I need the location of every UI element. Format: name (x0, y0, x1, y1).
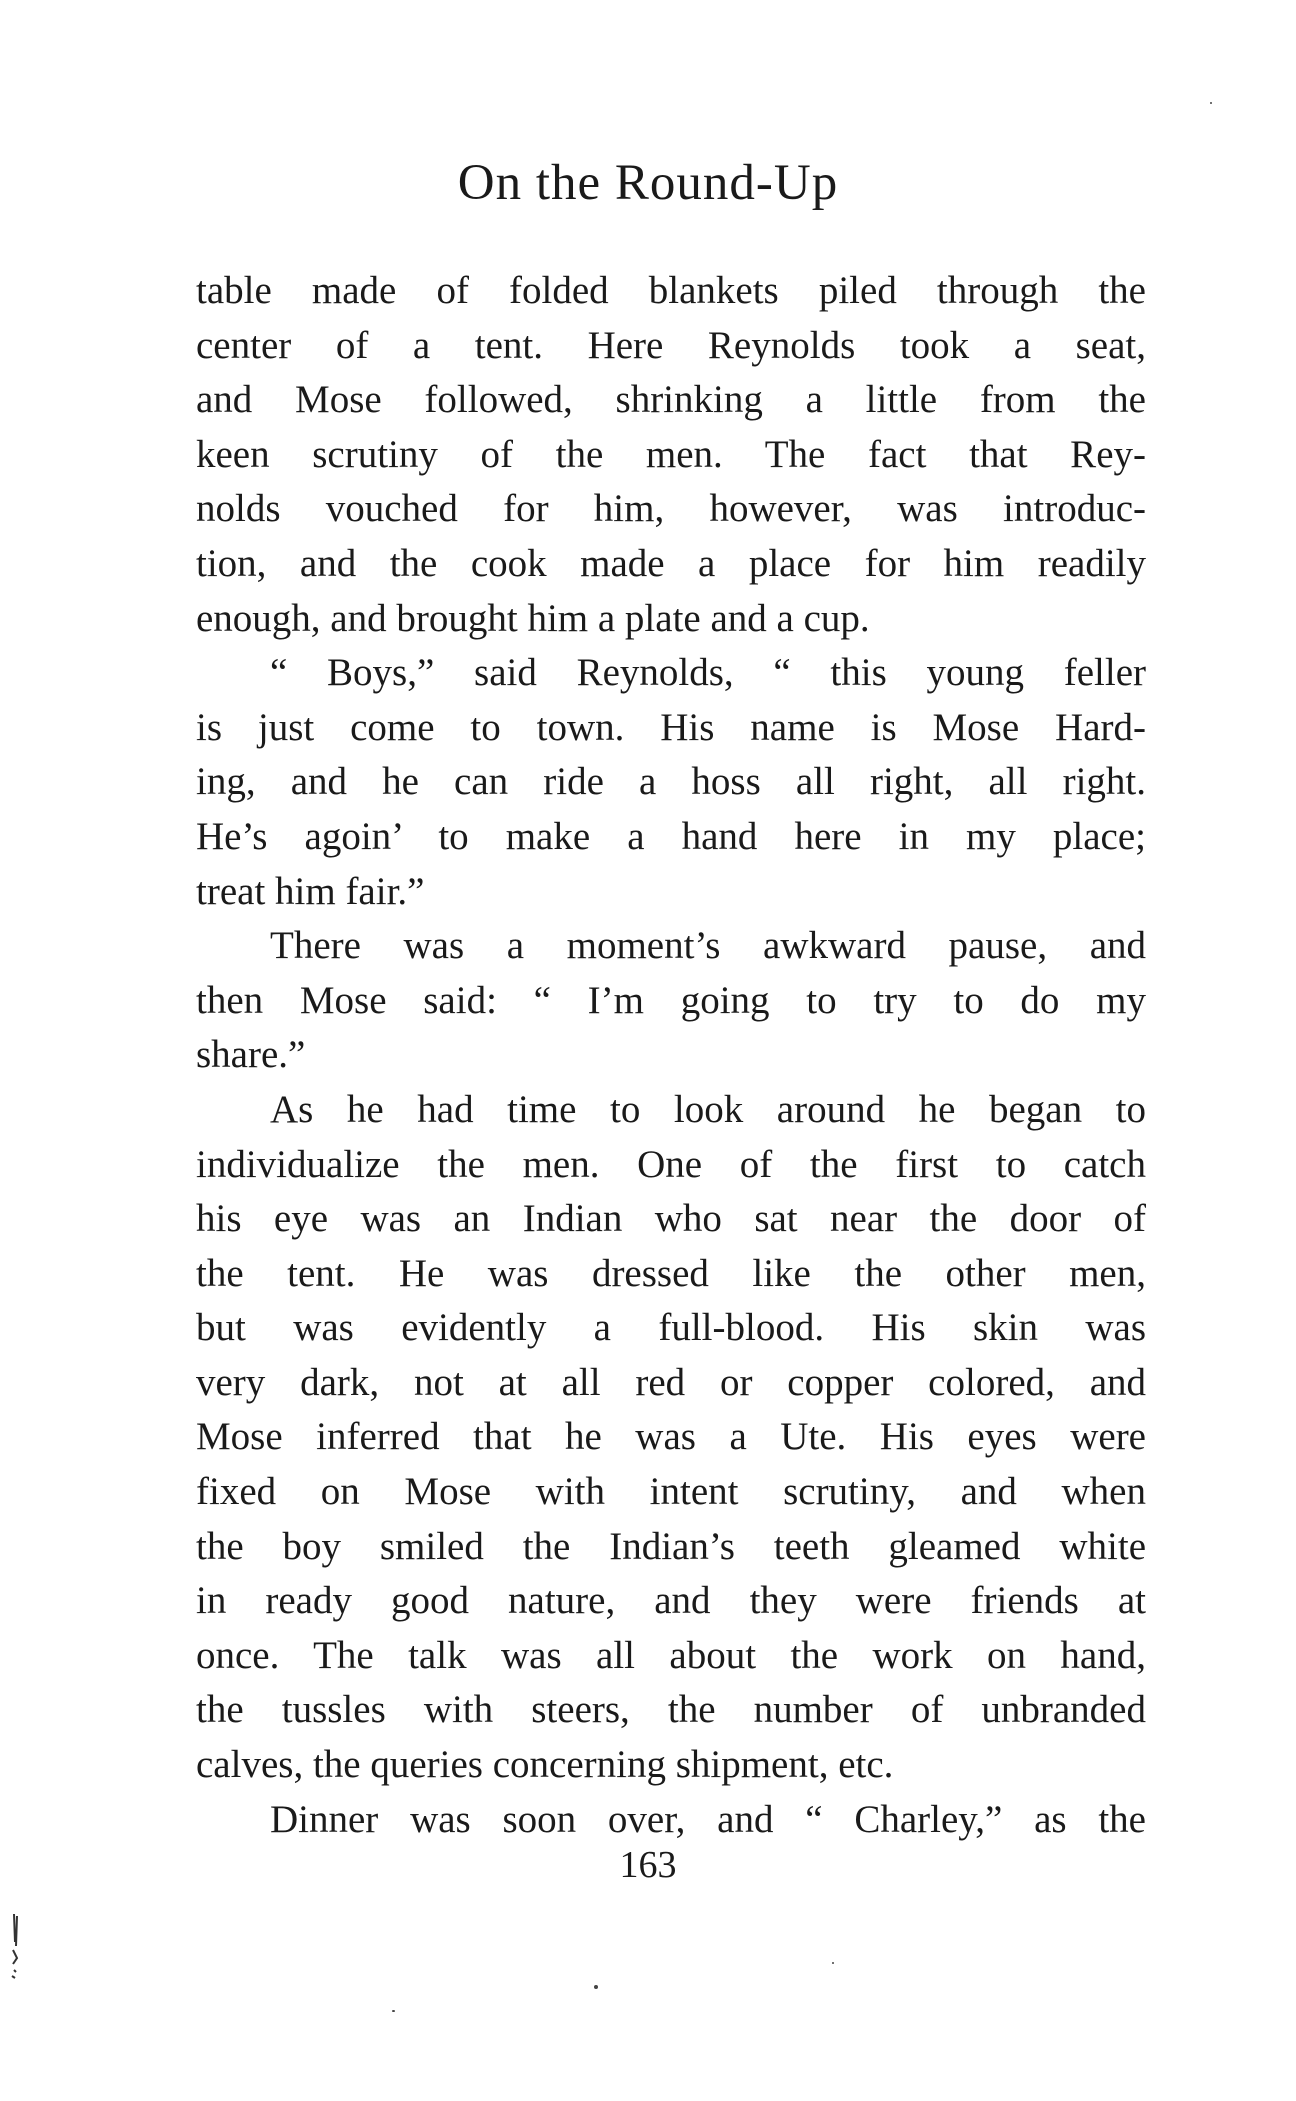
text-line: and Mose followed, shrinking a little from the (196, 378, 1146, 422)
text-line: the boy smiled the Indian’s teeth gleamed white (196, 1524, 1146, 1568)
text-line: the tent. He was dressed like the other men, (196, 1251, 1146, 1295)
text-line: Mose inferred that he was a Ute. His eyes were (196, 1415, 1146, 1459)
text-line: As he had time to look around he began to (270, 1087, 1146, 1131)
body-text (196, 264, 1146, 1847)
text-line: He’s agoin’ to make a hand here in my place; (196, 814, 1146, 858)
text-line: tion, and the cook made a place for him readily (196, 541, 1146, 585)
text-line: center of a tent. Here Reynolds took a seat, (196, 323, 1146, 367)
text-line: There was a moment’s awkward pause, and (270, 924, 1146, 968)
speck (1210, 102, 1212, 104)
text-line: keen scrutiny of the men. The fact that Rey- (196, 432, 1146, 476)
speck (392, 2010, 395, 2012)
text-line: is just come to town. His name is Mose Hard- (196, 705, 1146, 749)
text-line: ing, and he can ride a hoss all right, all right. (196, 760, 1146, 804)
text-line: table made of folded blankets piled through the (196, 269, 1146, 312)
speck (594, 1985, 598, 1989)
text-line: fixed on Mose with intent scrutiny, and when (196, 1470, 1146, 1514)
text-line: once. The talk was all about the work on hand, (196, 1633, 1146, 1677)
speck (832, 1962, 834, 1964)
text-line: “ Boys,” said Reynolds, “ this young feller (270, 651, 1146, 695)
text-line: calves, the queries concerning shipment, etc. (196, 1743, 894, 1787)
text-line: enough, and brought him a plate and a cup. (196, 596, 870, 640)
text-line: individualize the men. One of the first to catch (196, 1142, 1146, 1186)
running-head: On the Round-Up (457, 155, 839, 211)
page-number: 163 (619, 1844, 677, 1886)
text-line: treat him fair.” (196, 869, 425, 913)
text-line: but was evidently a full-blood. His skin was (196, 1306, 1146, 1350)
text-line: in ready good nature, and they were friends at (196, 1579, 1146, 1623)
text-line: nolds vouched for him, however, was introduc- (196, 487, 1146, 531)
text-line: Dinner was soon over, and “ Charley,” as the (270, 1797, 1146, 1841)
text-line: share.” (196, 1033, 306, 1077)
text-line: then Mose said: “ I’m going to try to do my (196, 978, 1146, 1022)
text-line: his eye was an Indian who sat near the door of (196, 1197, 1146, 1241)
text-line: the tussles with steers, the number of unbranded (196, 1688, 1146, 1732)
text-line: very dark, not at all red or copper colored, and (196, 1360, 1146, 1404)
margin-mark (8, 1912, 24, 1982)
